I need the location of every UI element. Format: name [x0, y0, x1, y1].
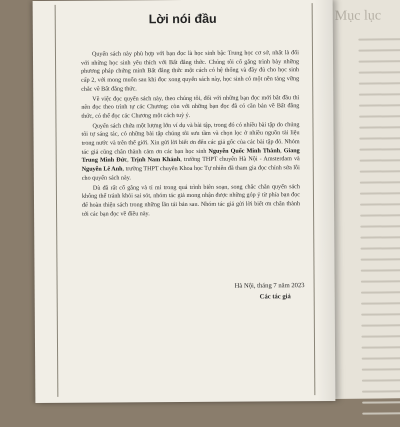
preface-paragraph-3: [81, 121, 299, 183]
authors-signoff: Các tác giả: [259, 293, 291, 301]
p3-text-b: , trường THPT chuyên Hà Nội - Amsterdam và: [180, 156, 300, 164]
toc-ghost-lines: [358, 38, 400, 424]
toc-heading: Mục lục: [334, 8, 382, 24]
preface-title: Lời nói đầu: [148, 11, 217, 27]
preface-paragraph-1: Quyển sách này phù hợp với bạn đọc là học sinh bậc Trung học cơ sở, nhất là đối với những học sinh yêu thích với Bất đẳng thức. Chúng tôi cố gắng trình bày những phương pháp chứng minh Bất đẳng thức một cách có hệ thống và đầy đủ cho học sinh cấp 2, với mong muốn sau khi đọc xong quyển sách này, học sinh có một nền tảng vững chắc về Bất đẳng thức.: [81, 50, 300, 93]
p3-text-c: , trường THPT chuyên Khoa học Tự nhiên đã tham gia đọc chỉnh sửa lỗi cho quyển sách này.: [81, 165, 300, 182]
p3-text-a: Quyển sách chứa một lượng lớn ví dụ và bài tập, trong đó có nhiều bài tập do chúng tôi tự sáng tác, có những bài tập chúng tôi sưu tầm và chọn lọc ở nhiều nguồn tài liệu trong nước và trên thế giới. Xin gửi lời biết ơn đến các giả gốc của các bài tập đó. Nhóm tác giả cũng chân thành cảm ơn các bạn học sinh: [81, 121, 300, 156]
student-name-3: Trịnh Nam Khánh: [130, 157, 181, 164]
p3-sep-1: ,: [280, 148, 284, 155]
preface-page: [33, 0, 336, 403]
p3-sep-2: ,: [127, 157, 131, 164]
preface-paragraph-4: Dù đã rất cố gắng và tỉ mỉ trong quá trình biên soạn, song chắc chắn quyển sách không thể tránh khỏi sai sót, nhóm tác giả mong nhận được những góp ý từ phía bạn đọc để hoàn thiện sách trong những lần tái bản sau. Nhóm tác giả gửi lời biết ơn chân thành tới các bạn đọc về điều này.: [81, 183, 301, 218]
student-name-1: Nguyễn Quốc Minh Thành: [208, 148, 281, 155]
preface-body: [81, 49, 300, 220]
student-name-4: Nguyễn Lê Anh: [81, 166, 123, 173]
place-date: Hà Nội, tháng 7 năm 2023: [234, 282, 305, 290]
student-name-2: Giang Trung Minh Đức: [81, 147, 300, 165]
preface-paragraph-2: Về việc đọc quyển sách này, theo chúng tôi, đối với những bạn đọc mới bắt đầu thì nên đọc theo trình tự các Chương; còn với những bạn đọc đã có căn bản về Bất đẳng thức, có thể đọc các Chương một cách tuỳ ý.: [81, 94, 300, 120]
